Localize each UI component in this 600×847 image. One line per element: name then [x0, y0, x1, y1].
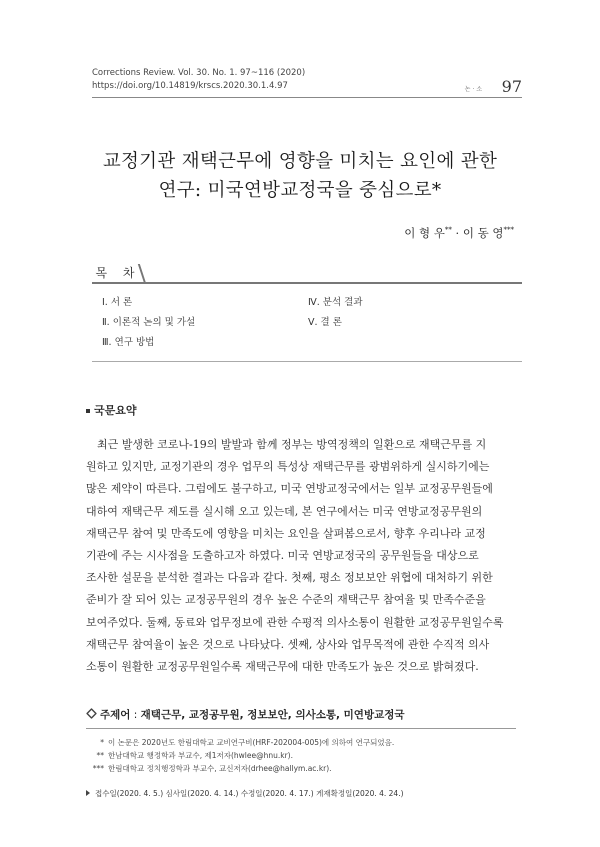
toc-item: Ⅳ. 분석 결과 — [308, 297, 363, 308]
abstract-line: 소통이 원활한 교정공무원일수록 재택근무에 대한 만족도가 높은 것으로 밝혀졌다. — [86, 660, 479, 674]
toc-item: Ⅴ. 결 론 — [308, 317, 342, 328]
abstract-line: 준비가 잘 되어 있는 교정공무원의 경우 높은 수준의 재택근무 참여율 및 만족수준을 — [86, 593, 486, 607]
author-1-mark: ** — [444, 226, 452, 235]
author-line — [404, 225, 514, 241]
toc-title: 목 차 — [95, 266, 141, 280]
page-number: 97 — [501, 77, 522, 96]
author-separator: · — [451, 226, 463, 240]
diamond-bullet-icon — [86, 708, 97, 719]
abstract-line: 조사한 설문을 분석한 결과는 다음과 같다. 첫째, 평소 정보보안 위협에 대처하기 위한 — [86, 571, 493, 585]
abstract-line: 많은 제약이 따른다. 그럼에도 불구하고, 미국 연방교정국에서는 일부 교정공무원들에 — [86, 482, 493, 496]
author-2: 이 동 영 — [462, 226, 504, 240]
abstract-body — [86, 434, 516, 678]
keywords-text: 재택근무, 교정공무원, 정보보안, 의사소통, 미연방교정국 — [140, 709, 405, 721]
footnote: * 이 논문은 2020년도 한림대학교 교비연구비(HRF-202004-005)에 의하여 연구되었음. — [100, 738, 395, 747]
abstract-line: 대하여 재택근무 제도를 실시해 오고 있는데, 본 연구에서는 미국 연방교정공무원의 — [86, 504, 483, 518]
footnote: *** 한림대학교 정치행정학과 부교수, 교신저자(drhee@hallym.ac.kr). — [92, 764, 332, 774]
running-header — [92, 67, 522, 96]
toc-item: Ⅱ. 이론적 논의 및 가설 — [102, 317, 196, 328]
abstract-line: 보여주었다. 둘째, 동료와 업무정보에 관한 수평적 의사소통이 원활한 교정공무원일수록 — [86, 615, 504, 629]
header-rule — [92, 97, 522, 98]
submission-dates: 접수일(2020. 4. 5.) 심사일(2020. 4. 14.) 수정일(2020. 4. 17.) 게재확정일(2020. 4. 24.) — [86, 788, 404, 799]
author-2-mark: *** — [503, 226, 514, 235]
abstract-heading: 국문요약 — [86, 402, 137, 418]
footnote: ** 한남대학교 행정학과 부교수, 제1저자(hwlee@hnu.kr). — [96, 751, 293, 761]
title-line-2: 연구: 미국연방교정국을 중심으로* — [158, 180, 442, 201]
toc-item: Ⅲ. 연구 방법 — [102, 337, 155, 348]
square-bullet-icon — [86, 409, 90, 413]
journal-citation: Corrections Review. Vol. 30. No. 1. 97~116 (2020) — [92, 68, 306, 78]
triangle-bullet-icon — [86, 790, 90, 796]
keywords: 주제어 : 재택근무, 교정공무원, 정보보안, 의사소통, 미연방교정국 — [86, 707, 405, 722]
keywords-label: 주제어 — [100, 709, 131, 721]
paper-title — [60, 147, 540, 205]
doi-link[interactable]: https://doi.org/10.14819/krscs.2020.30.1.4.97 — [92, 81, 288, 91]
abstract-line: 원하고 있지만, 교정기관의 경우 업무의 특성상 재택근무를 광범위하게 실시하기에는 — [86, 460, 490, 474]
table-of-contents — [92, 282, 522, 362]
footnotes — [86, 736, 516, 776]
section-mark: 논 · 소 — [464, 86, 482, 93]
footnote-rule — [86, 728, 516, 729]
abstract-line: 기관에 주는 시사점을 도출하고자 하였다. 미국 연방교정국의 공무원들을 대상으로 — [86, 549, 479, 563]
abstract-line: 재택근무 참여 및 만족도에 영향을 미치는 요인을 살펴봄으로서, 향후 우리나라 교정 — [86, 526, 486, 540]
toc-item: Ⅰ. 서 론 — [102, 297, 133, 308]
abstract-line: 재택근무 참여율이 높은 것으로 나타났다. 셋째, 상사와 업무목적에 관한 수직적 의사 — [86, 637, 490, 651]
title-line-1: 교정기관 재택근무에 영향을 미치는 요인에 관한 — [102, 151, 498, 172]
author-1: 이 형 우 — [404, 226, 445, 240]
abstract-line: 최근 발생한 코로나-19의 발발과 함께 정부는 방역정책의 일환으로 재택근무를 지 — [97, 438, 487, 451]
